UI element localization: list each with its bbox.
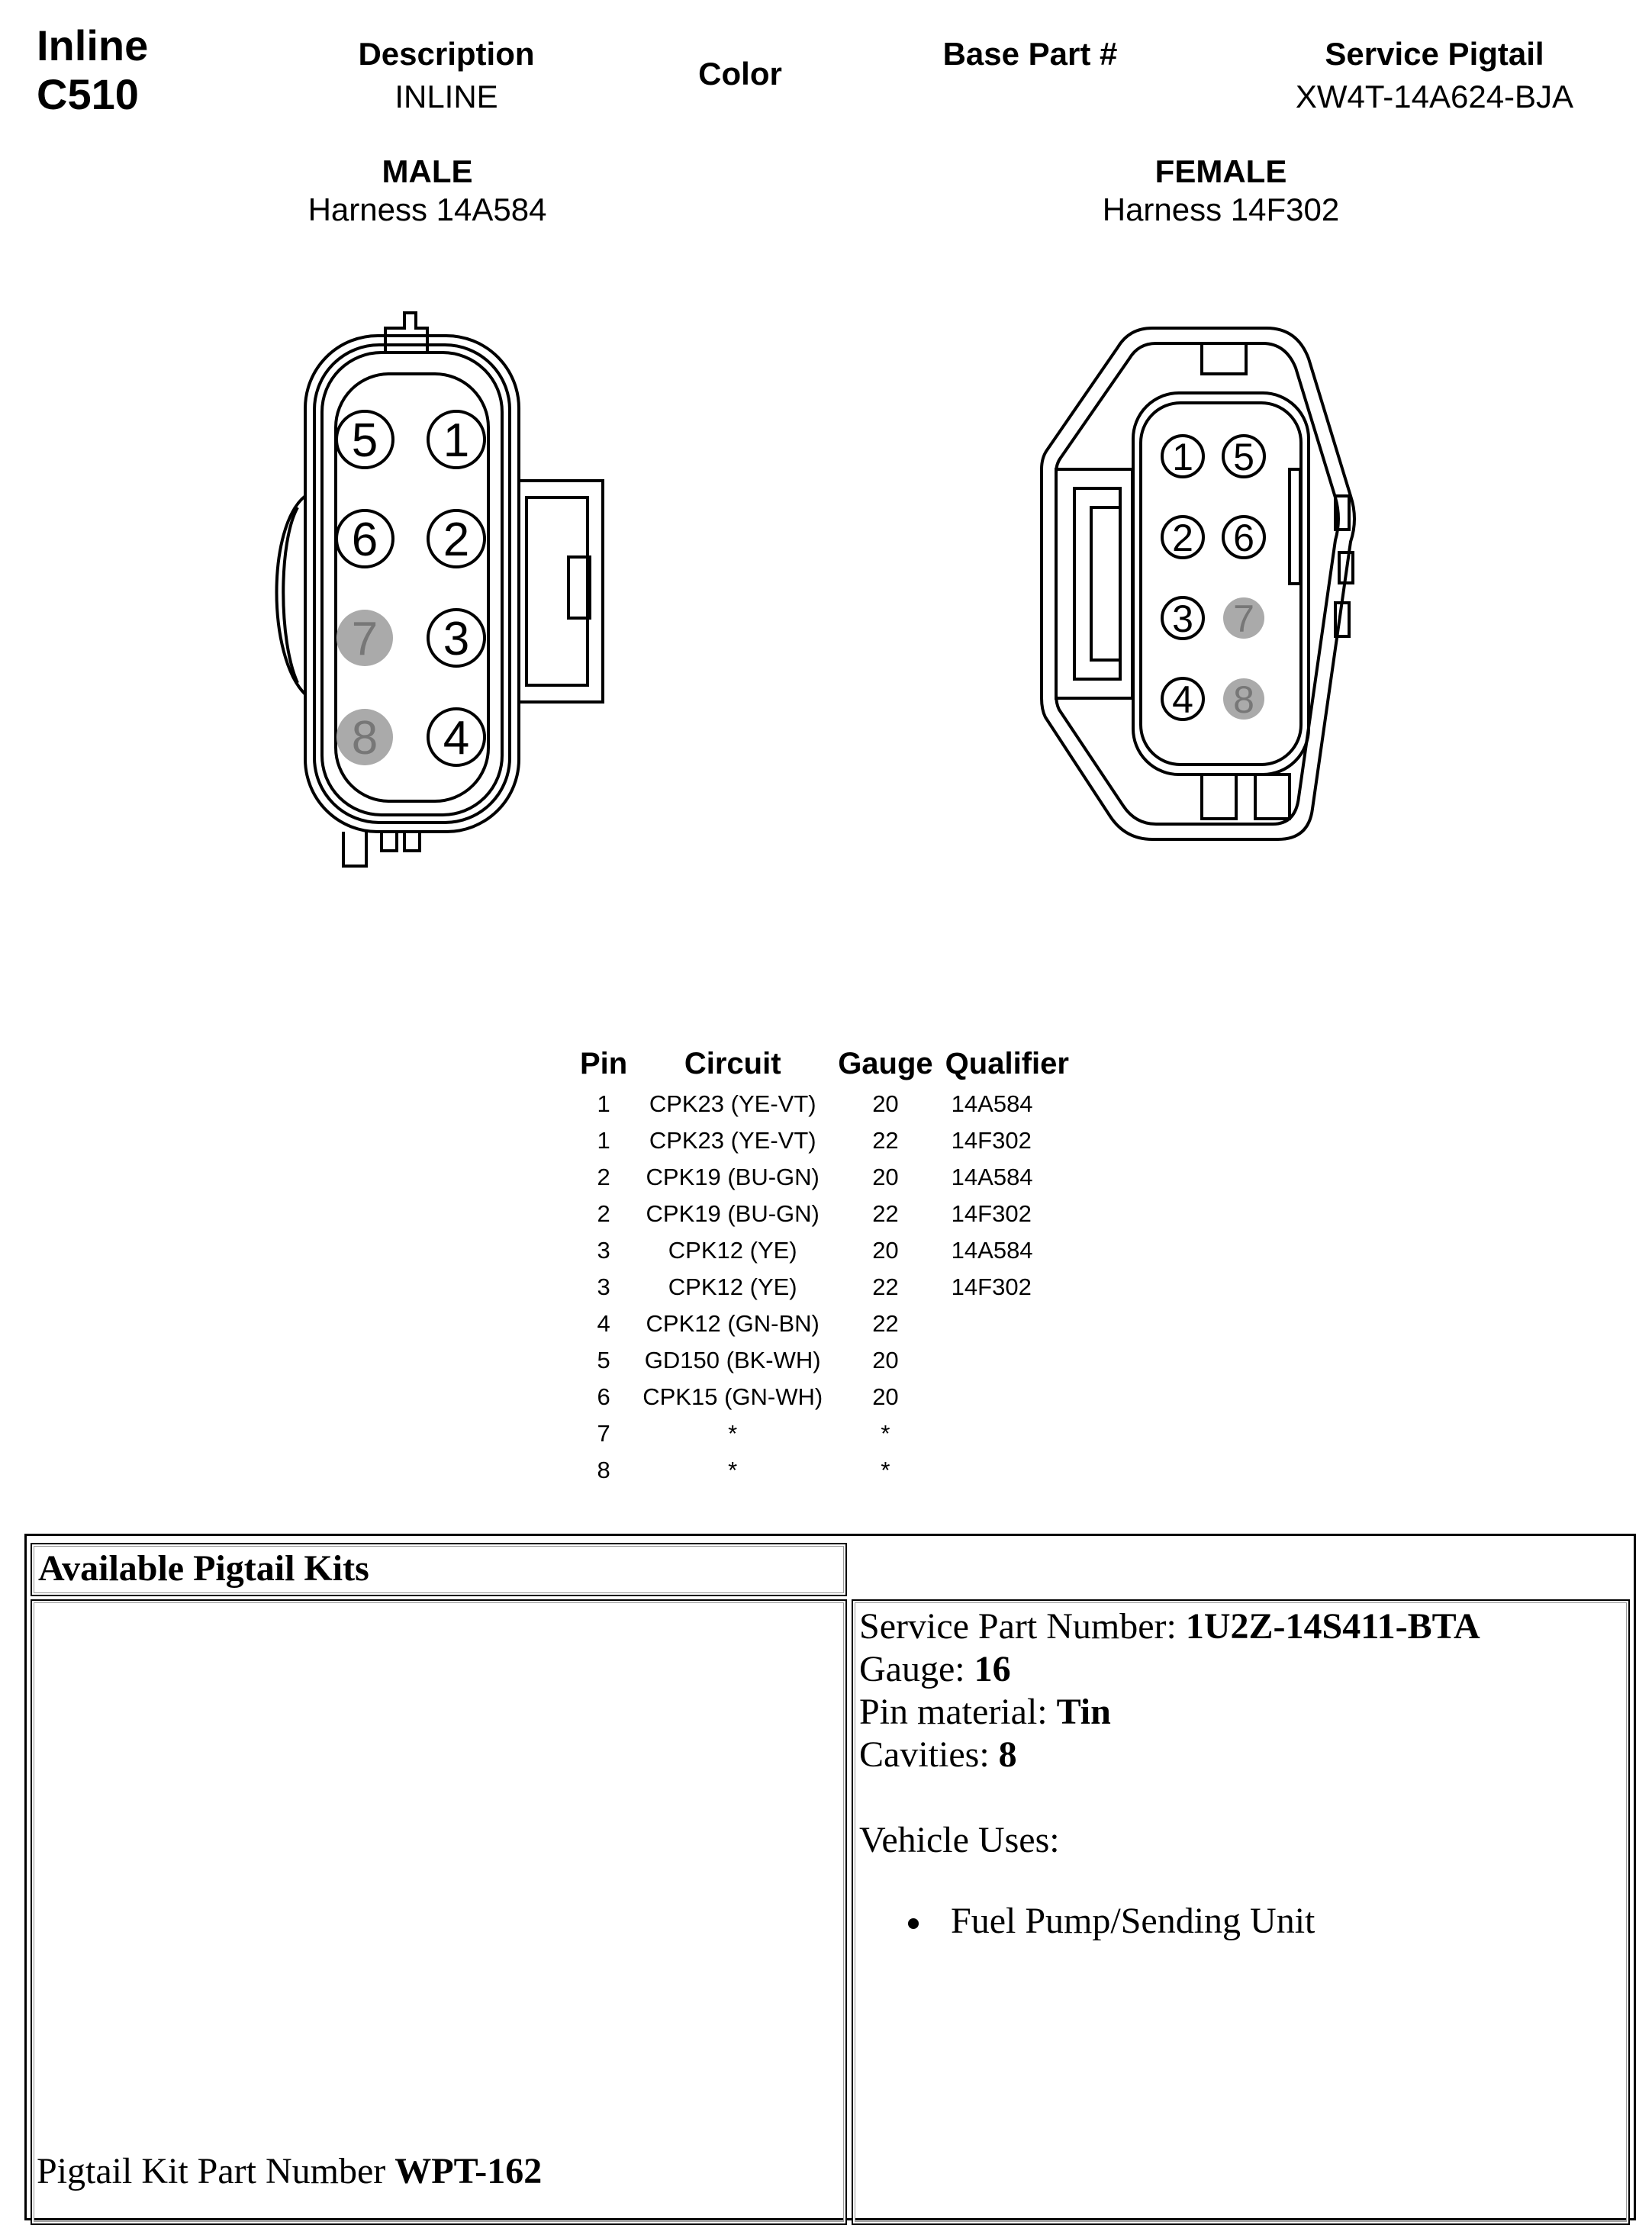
qualifier-cell (941, 1342, 1077, 1379)
table-row (572, 1159, 1077, 1196)
female-title: FEMALE (1154, 153, 1287, 189)
connector-type: Inline (37, 21, 149, 69)
vehicle-uses-list (908, 1900, 1315, 1943)
gauge-cell: 22 (872, 1200, 899, 1227)
circuit-cell: * (728, 1457, 738, 1483)
gauge-cell: 20 (872, 1383, 899, 1410)
female-pin-label: 8 (1233, 678, 1254, 721)
male-bottom-tab (343, 832, 366, 866)
gauge-cell: 22 (872, 1310, 899, 1337)
pin-cell: 4 (597, 1310, 610, 1337)
circuit-cell: CPK23 (YE-VT) (649, 1090, 816, 1117)
gauge-cell: 22 (872, 1127, 899, 1154)
kit-gauge (859, 1648, 1480, 1691)
service-part-number (859, 1605, 1480, 1648)
female-face (1133, 393, 1309, 774)
table-row (572, 1196, 1077, 1232)
male-pin-label: 2 (443, 514, 470, 566)
connector-id (37, 21, 148, 119)
cavities-value: 8 (998, 1734, 1017, 1775)
female-harness: Harness 14F302 (1102, 192, 1340, 227)
pin-cell: 3 (597, 1237, 610, 1264)
male-pin-label: 4 (443, 712, 470, 765)
female-pin-label: 3 (1172, 597, 1193, 640)
circuit-cell: CPK12 (YE) (668, 1273, 797, 1300)
table-row (572, 1122, 1077, 1159)
female-pin-grid (1162, 436, 1264, 721)
female-pin-label: 4 (1172, 678, 1193, 721)
pigtail-kits-title: Available Pigtail Kits (38, 1548, 369, 1589)
qualifier-cell: 14F302 (951, 1127, 1032, 1154)
description-label: Description (358, 36, 535, 72)
cavities (859, 1734, 1480, 1776)
vehicle-uses-label: Vehicle Uses: (859, 1820, 1060, 1860)
description-column (320, 35, 572, 116)
connector-number: C510 (37, 70, 139, 118)
pin-cell: 5 (597, 1347, 610, 1373)
table-row (572, 1379, 1077, 1415)
table-row (572, 1269, 1077, 1306)
female-pin-label: 1 (1172, 436, 1193, 478)
pin-cell: 2 (597, 1164, 610, 1190)
circuit-cell: GD150 (BK-WH) (644, 1347, 821, 1373)
male-title: MALE (382, 153, 473, 189)
col-gauge: Gauge (838, 1046, 933, 1080)
male-pin-label: 8 (351, 712, 378, 765)
pin-material (859, 1691, 1480, 1734)
female-pin-label: 5 (1233, 436, 1254, 478)
pin-cell: 8 (597, 1457, 610, 1483)
gauge-cell: 20 (872, 1090, 899, 1117)
male-connector-diagram (252, 298, 633, 893)
qualifier-cell: 14F302 (951, 1200, 1032, 1227)
service-part-value: 1U2Z-14S411-BTA (1185, 1606, 1480, 1647)
table-row (572, 1342, 1077, 1379)
qualifier-cell: 14A584 (951, 1237, 1033, 1264)
gauge-value: 16 (974, 1649, 1011, 1689)
male-pin-label: 3 (443, 613, 470, 665)
pin-cell: 3 (597, 1273, 610, 1300)
table-row (572, 1306, 1077, 1342)
male-pin-label: 7 (351, 613, 378, 665)
female-connector-diagram (1038, 320, 1373, 855)
circuit-cell: CPK12 (GN-BN) (646, 1310, 820, 1337)
circuit-cell: CPK12 (YE) (668, 1237, 797, 1264)
female-pin-label: 7 (1233, 597, 1254, 640)
pin-material-label: Pin material: (859, 1692, 1057, 1732)
female-top-tab (1202, 343, 1246, 374)
qualifier-cell: 14F302 (951, 1273, 1032, 1300)
qualifier-cell (941, 1379, 1077, 1415)
circuit-cell: CPK19 (BU-GN) (646, 1200, 820, 1227)
qualifier-cell: 14A584 (951, 1164, 1033, 1190)
qualifier-cell (941, 1415, 1077, 1452)
female-pin-label: 6 (1233, 517, 1254, 559)
pin-table (572, 1042, 1077, 1489)
male-pin-label: 1 (443, 414, 470, 467)
pin-cell: 7 (597, 1420, 610, 1447)
gauge-cell: 20 (872, 1237, 899, 1264)
male-pin-label: 6 (351, 514, 378, 566)
pigtail-kit-image-cell (31, 1599, 847, 2225)
gauge-cell: 20 (872, 1347, 899, 1373)
table-row (572, 1232, 1077, 1269)
gauge-cell: * (881, 1420, 890, 1447)
female-pin-label: 2 (1172, 517, 1193, 559)
bullet-icon (908, 1918, 919, 1929)
service-part-label: Service Part Number: (859, 1606, 1186, 1647)
vehicle-use-text: Fuel Pump/Sending Unit (951, 1901, 1315, 1941)
base-part-label: Base Part # (942, 36, 1118, 72)
service-pigtail-value: XW4T-14A624-BJA (1295, 79, 1574, 114)
description-value: INLINE (394, 79, 498, 114)
gauge-cell: 20 (872, 1164, 899, 1190)
pigtail-kit-part-number (37, 2150, 542, 2193)
qualifier-cell (941, 1306, 1077, 1342)
cavities-label: Cavities: (859, 1734, 999, 1775)
table-row (572, 1415, 1077, 1452)
qualifier-cell: 14A584 (951, 1090, 1033, 1117)
pin-cell: 1 (597, 1090, 610, 1117)
circuit-cell: * (728, 1420, 738, 1447)
male-harness: Harness 14A584 (308, 192, 547, 227)
color-label: Color (698, 56, 782, 92)
pin-cell: 2 (597, 1200, 610, 1227)
female-view-title (1053, 153, 1389, 229)
table-row (572, 1086, 1077, 1122)
gauge-label: Gauge: (859, 1649, 974, 1689)
circuit-cell: CPK19 (BU-GN) (646, 1164, 820, 1190)
service-pigtail-label: Service Pigtail (1325, 36, 1544, 72)
circuit-cell: CPK23 (YE-VT) (649, 1127, 816, 1154)
pin-cell: 6 (597, 1383, 610, 1410)
kit-part-value: WPT-162 (394, 2151, 543, 2191)
male-view-title (259, 153, 595, 229)
circuit-cell: CPK15 (GN-WH) (642, 1383, 823, 1410)
service-pigtail-column (1251, 35, 1618, 116)
gauge-cell: 22 (872, 1273, 899, 1300)
qualifier-cell (941, 1452, 1077, 1489)
col-pin: Pin (580, 1046, 628, 1080)
table-row (572, 1452, 1077, 1489)
kit-details (859, 1605, 1480, 1862)
col-circuit: Circuit (684, 1046, 781, 1080)
male-pin-label: 5 (351, 414, 378, 467)
pin-cell: 1 (597, 1127, 610, 1154)
kit-part-label: Pigtail Kit Part Number (37, 2151, 395, 2191)
pin-table-header (572, 1042, 1077, 1086)
gauge-cell: * (881, 1457, 890, 1483)
list-item (908, 1900, 1315, 1943)
pin-material-value: Tin (1056, 1692, 1111, 1732)
male-pin-grid (337, 411, 485, 765)
col-qualifier: Qualifier (945, 1046, 1069, 1080)
